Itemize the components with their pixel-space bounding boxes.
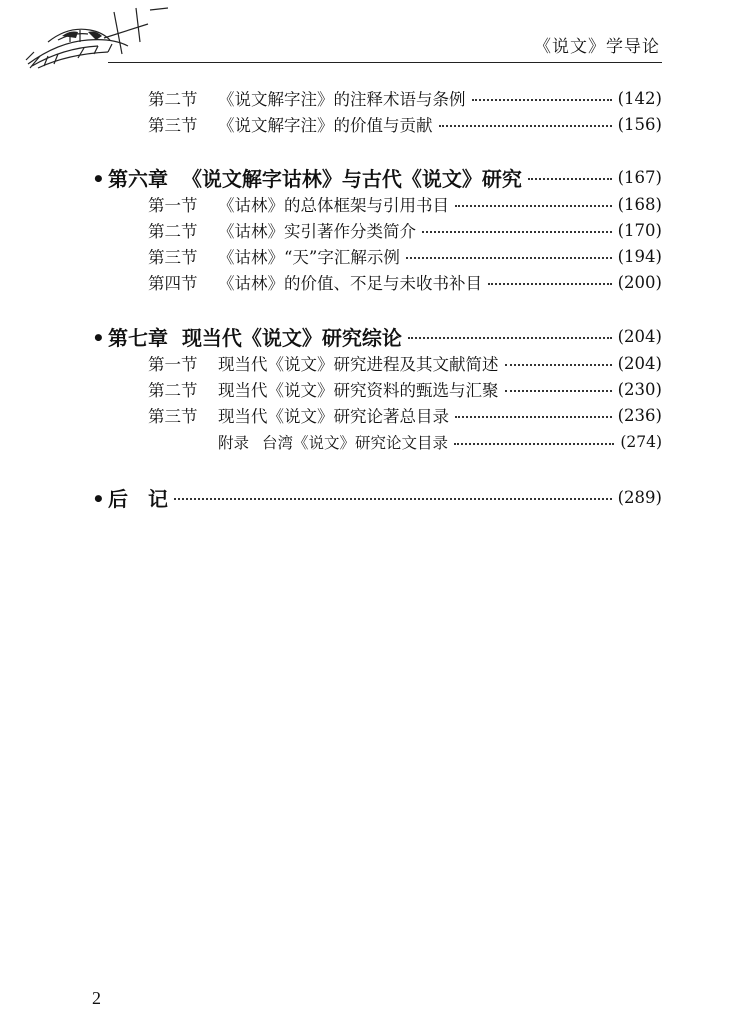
entry-prefix: 第二节 — [148, 222, 198, 241]
toc-chapter[interactable] — [0, 163, 750, 191]
bullet-icon: • — [92, 325, 105, 350]
toc-chapter[interactable] — [0, 483, 750, 511]
page-number: 2 — [92, 988, 101, 1008]
entry-prefix: 第一节 — [148, 355, 198, 374]
dot-leader — [422, 231, 612, 233]
dot-leader — [174, 498, 612, 500]
toc-entry[interactable] — [0, 218, 750, 242]
chapter-prefix: 后 记 — [108, 486, 168, 511]
entry-title: 《诂林》的总体框架与引用书目 — [218, 196, 449, 215]
entry-page-number: (200) — [617, 272, 662, 292]
chapter-title: 《说文解字诂林》与古代《说文》研究 — [181, 166, 522, 191]
bullet-icon: • — [92, 486, 105, 511]
entry-page-number: (236) — [617, 405, 662, 425]
dot-leader — [528, 178, 612, 180]
entry-prefix: 附录 — [218, 434, 250, 452]
entry-page-number: (194) — [617, 246, 662, 266]
entry-page-number: (204) — [617, 353, 662, 373]
entry-prefix: 第二节 — [148, 90, 198, 109]
entry-page-number: (274) — [620, 433, 662, 451]
dot-leader — [455, 416, 612, 418]
toc-entry[interactable] — [0, 270, 750, 294]
toc-entry[interactable] — [0, 377, 750, 401]
toc-chapter[interactable] — [0, 322, 750, 350]
entry-title: 《诂林》“天”字汇解示例 — [218, 248, 400, 267]
bullet-icon: • — [92, 166, 105, 191]
entry-prefix: 第三节 — [148, 407, 198, 426]
header-rule — [108, 62, 662, 63]
running-head: 《说文》学导论 — [534, 37, 660, 57]
entry-title: 现当代《说文》研究论著总目录 — [218, 407, 449, 426]
entry-prefix: 第一节 — [148, 196, 198, 215]
dot-leader — [472, 99, 612, 101]
entry-page-number: (289) — [617, 487, 662, 507]
entry-prefix: 第二节 — [148, 381, 198, 400]
chapter-title: 现当代《说文》研究综论 — [181, 325, 402, 350]
entry-page-number: (170) — [617, 220, 662, 240]
entry-prefix: 第四节 — [148, 274, 198, 293]
toc-entry[interactable] — [0, 86, 750, 110]
dot-leader — [406, 257, 612, 259]
dot-leader — [455, 205, 612, 207]
toc-entry[interactable] — [0, 244, 750, 268]
entry-title: 《说文解字注》的价值与贡献 — [218, 116, 433, 135]
dot-leader — [439, 125, 612, 127]
toc-entry[interactable] — [0, 112, 750, 136]
dot-leader — [454, 443, 614, 445]
dot-leader — [505, 390, 612, 392]
entry-title: 《诂林》实引著作分类简介 — [218, 222, 416, 241]
entry-page-number: (168) — [617, 194, 662, 214]
entry-page-number: (204) — [617, 326, 662, 346]
dot-leader — [505, 364, 612, 366]
entry-title: 《说文解字注》的注释术语与条例 — [218, 90, 466, 109]
chapter-prefix: 第七章 — [108, 325, 168, 350]
entry-page-number: (156) — [617, 114, 662, 134]
entry-title: 台湾《说文》研究论文目录 — [262, 434, 449, 452]
entry-page-number: (230) — [617, 379, 662, 399]
entry-page-number: (167) — [617, 167, 662, 187]
chapter-prefix: 第六章 — [108, 166, 168, 191]
toc-appendix[interactable] — [0, 430, 750, 454]
toc-entry[interactable] — [0, 192, 750, 216]
dot-leader — [488, 283, 612, 285]
entry-prefix: 第三节 — [148, 248, 198, 267]
entry-prefix: 第三节 — [148, 116, 198, 135]
toc-entry[interactable] — [0, 351, 750, 375]
entry-title: 《诂林》的价值、不足与未收书补目 — [218, 274, 482, 293]
toc-entry[interactable] — [0, 403, 750, 427]
dot-leader — [408, 337, 612, 339]
entry-page-number: (142) — [617, 88, 662, 108]
entry-title: 现当代《说文》研究资料的甄选与汇聚 — [218, 381, 499, 400]
entry-title: 现当代《说文》研究进程及其文献简述 — [218, 355, 499, 374]
